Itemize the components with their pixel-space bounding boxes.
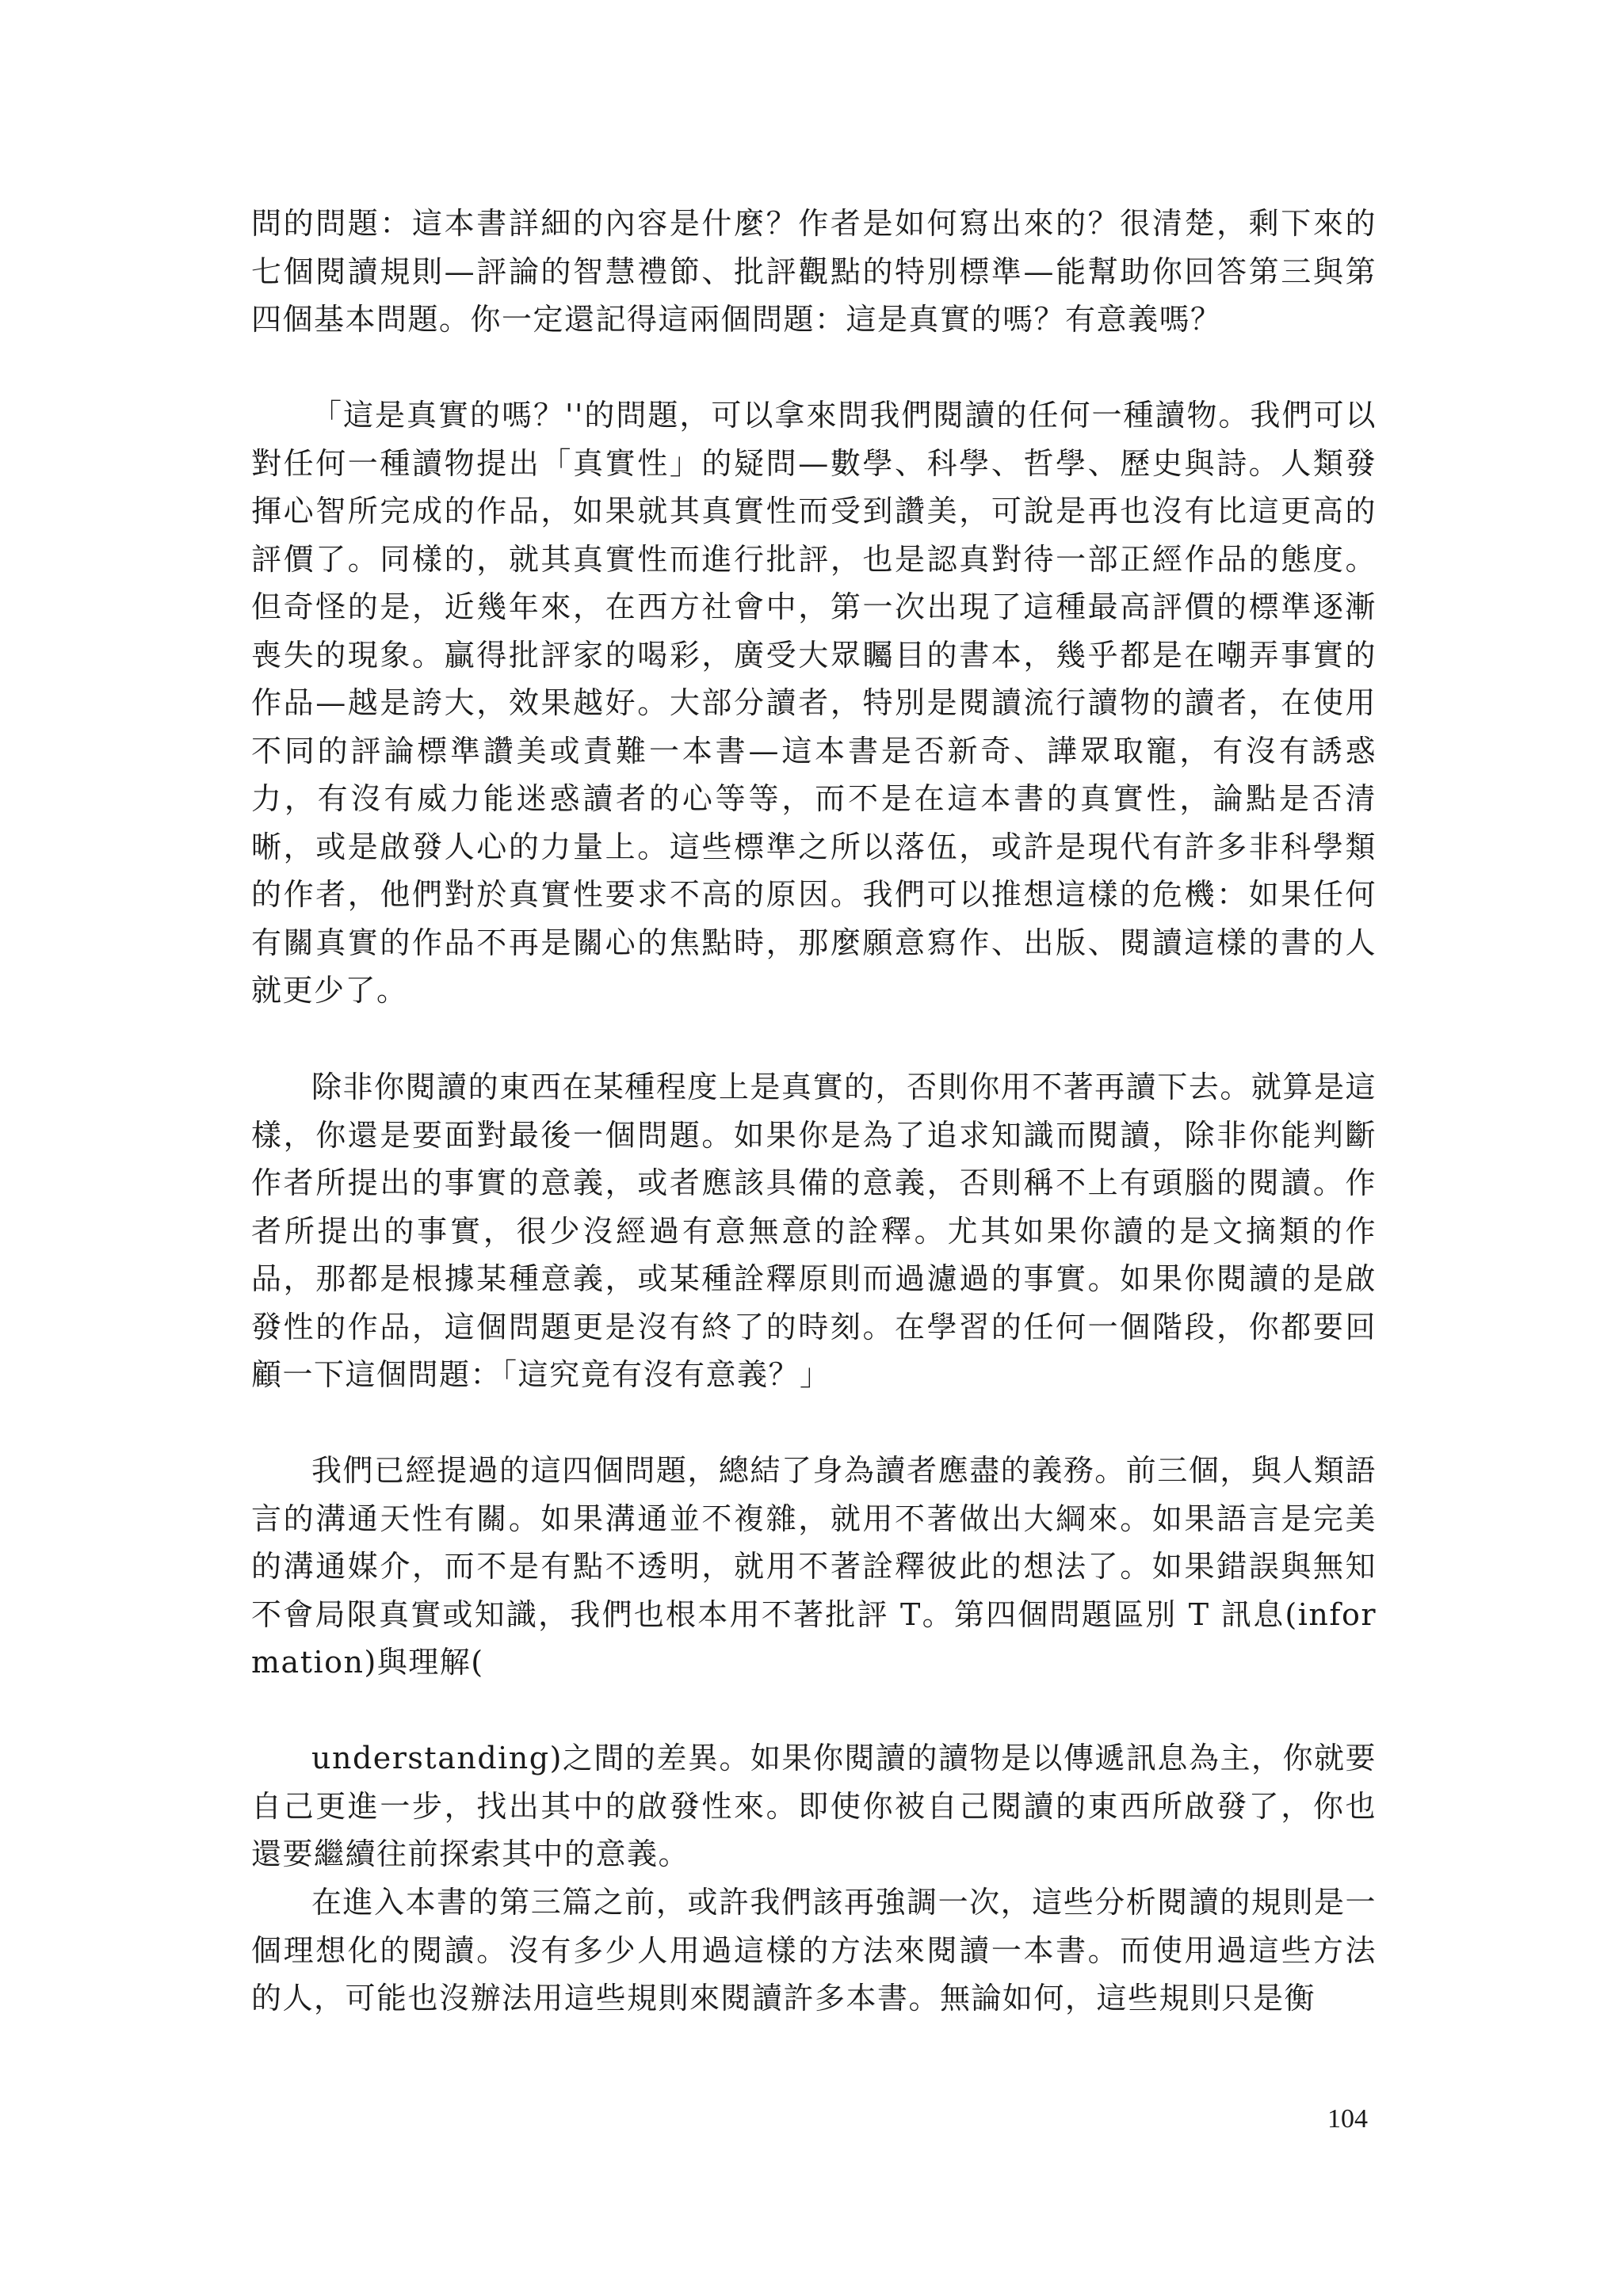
paragraph-truth-question: 「這是真實的嗎？''的問題，可以拿來問我們閱讀的任何一種讀物。我們可以對任何一種讀物提出「真實性」的疑問—數學、科學、哲學、歷史與詩。人類發揮心智所完成的作品，如果就其真實性而受到讚美，可說是再也沒有比這更高的評價了。同樣的，就其真實性而進行批評，也是認真對待一部正經作品的態度。但奇怪的是，近幾年來，在西方社會中，第一次出現了這種最高評價的標準逐漸喪失的現象。贏得批評家的喝彩，廣受大眾矚目的書本，幾乎都是在嘲弄事實的作品—越是誇大，效果越好。大部分讀者，特別是閱讀流行讀物的讀者，在使用不同的評論標準讚美或責難一本書—這本書是否新奇、譁眾取寵，有沒有誘惑力，有沒有威力能迷惑讀者的心等等，而不是在這本書的真實性，論點是否清晰，或是啟發人心的力量上。這些標準之所以落伍，或許是現代有許多非科學類的作者，他們對於真實性要求不高的原因。我們可以推想這樣的危機：如果任何有關真實的作品不再是關心的焦點時，那麼願意寫作、出版、閱讀這樣的書的人就更少了。 (251, 398, 1377, 1008)
page-number: 104 (1327, 2104, 1368, 2134)
paragraph-significance-question: 除非你閱讀的東西在某種程度上是真實的，否則你用不著再讀下去。就算是這樣，你還是要面對最後一個問題。如果你是為了追求知識而閱讀，除非你能判斷作者所提出的事實的意義，或者應該具備的意義，否則稱不上有頭腦的閱讀。作者所提出的事實，很少沒經過有意無意的詮釋。尤其如果你讀的是文摘類的作品，那都是根據某種意義，或某種詮釋原則而過濾過的事實。如果你閱讀的是啟發性的作品，這個問題更是沒有終了的時刻。在學習的任何一個階段，你都要回顧一下這個問題：「這究竟有沒有意義？」 (251, 1070, 1377, 1392)
paragraph-before-part-three: 在進入本書的第三篇之前，或許我們該再強調一次，這些分析閱讀的規則是一個理想化的閱讀。沒有多少人用過這樣的方法來閱讀一本書。而使用過這些方法的人，可能也沒辦法用這些規則來閱讀許多本書。無論如何，這些規則只是衡 (251, 1885, 1377, 2016)
paragraph-continuation: 問的問題：這本書詳細的內容是什麼？作者是如何寫出來的？很清楚，剩下來的七個閱讀規則—評論的智慧禮節、批評觀點的特別標準—能幫助你回答第三與第四個基本問題。你一定還記得這兩個問題：這是真實的嗎？有意義嗎？ (251, 206, 1377, 337)
paragraph-four-questions-continued: understanding)之間的差異。如果你閱讀的讀物是以傳遞訊息為主，你就要自己更進一步，找出其中的啟發性來。即使你被自己閱讀的東西所啟發了，你也還要繼續往前探索其中的意義。 (251, 1741, 1377, 1871)
paragraph-four-questions: 我們已經提過的這四個問題，總結了身為讀者應盡的義務。前三個，與人類語言的溝通天性有關。如果溝通並不複雜，就用不著做出大綱來。如果語言是完美的溝通媒介，而不是有點不透明，就用不著詮釋彼此的想法了。如果錯誤與無知不會局限真實或知識，我們也根本用不著批評 T。第四個問題區別 T 訊息(information)與理解( (251, 1453, 1377, 1680)
